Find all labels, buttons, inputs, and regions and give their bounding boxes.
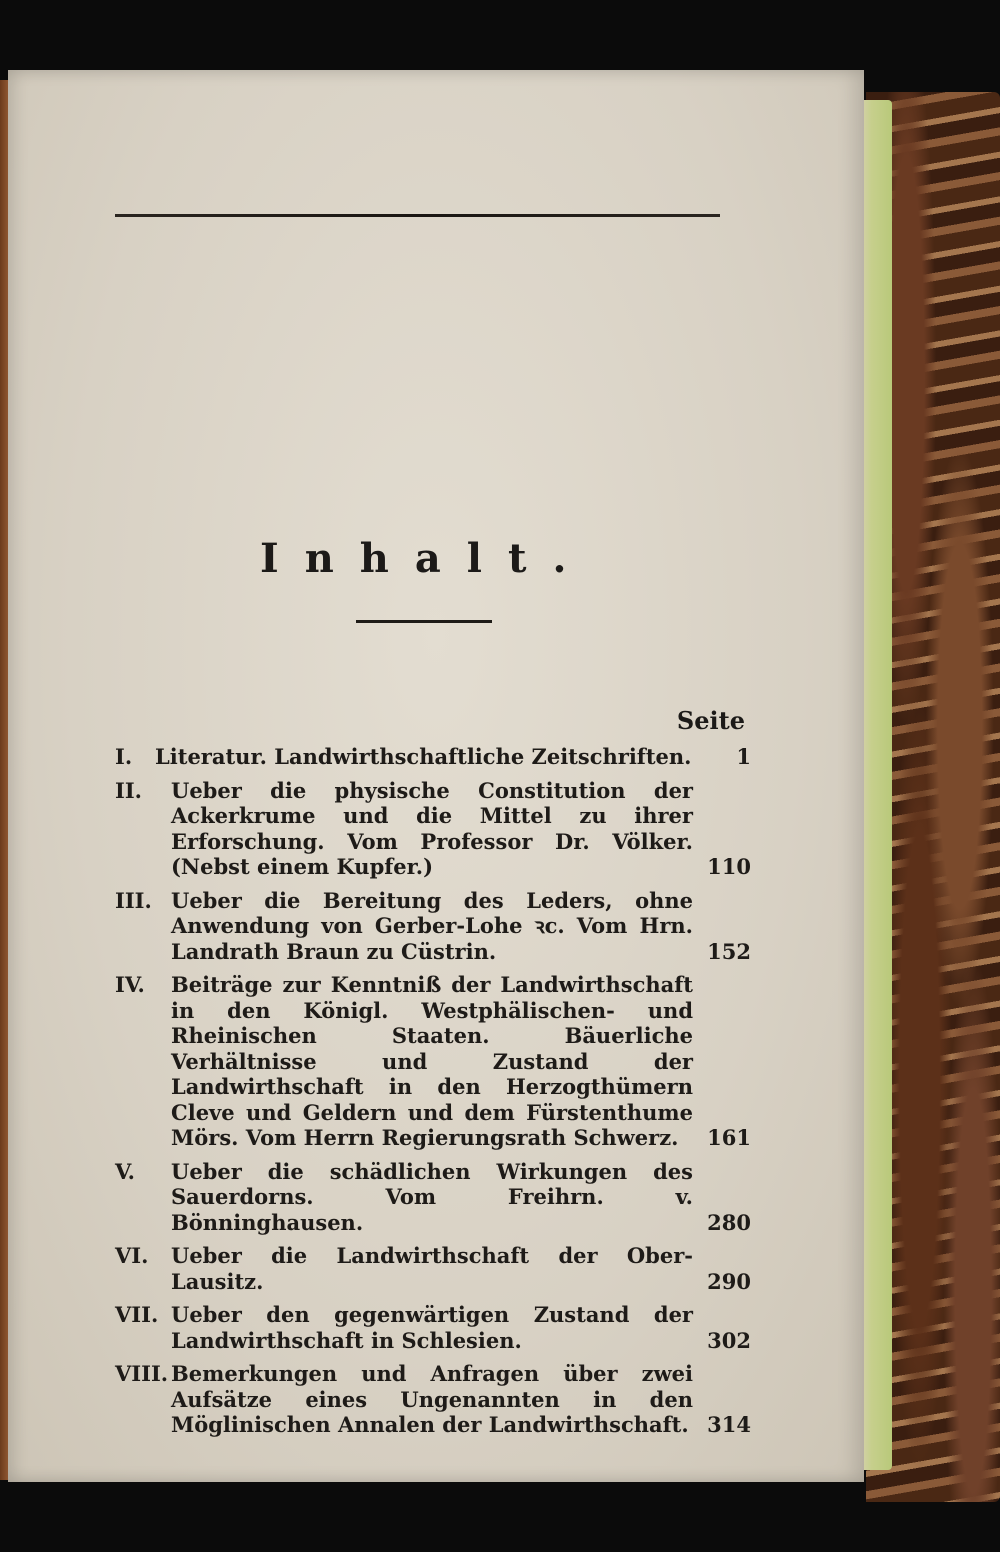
entry-text: Ueber den gegenwärtigen Zustand der Landwirthschaft in Schlesien. — [171, 1302, 693, 1353]
entry-text: Ueber die schädlichen Wirkungen des Sauerdorns. Vom Freihrn. v. Bönninghausen. — [171, 1158, 693, 1235]
entry-number: VIII. — [115, 1361, 169, 1386]
toc-entry — [115, 1302, 755, 1353]
entry-page: 152 — [707, 938, 751, 964]
entry-text: Literatur. Landwirthschaftliche Zeitschriften. — [155, 744, 692, 769]
table-of-contents — [115, 744, 755, 1446]
top-rule — [115, 214, 720, 217]
entry-page: 280 — [707, 1209, 751, 1235]
entry-number: III. — [115, 887, 152, 913]
toc-entry — [115, 778, 755, 880]
toc-entry — [115, 972, 755, 1151]
entry-text: Ueber die Bereitung des Leders, ohne Anwendung von Gerber-Lohe ꝛc. Vom Hrn. Landrath Braun zu Cüstrin. — [171, 887, 693, 964]
seite-label: Seite — [676, 706, 745, 735]
entry-number: VI. — [115, 1243, 149, 1268]
entry-page: 290 — [707, 1268, 751, 1294]
entry-text: Ueber die physische Constitution der Ackerkrume und die Mittel zu ihrer Erforschung. Vom Professor Dr. Völker. (Nebst einem Kupfer.) — [171, 777, 693, 879]
toc-entry — [115, 744, 755, 770]
entry-number: IV. — [115, 972, 145, 997]
toc-entry — [115, 1243, 755, 1294]
entry-number: VII. — [115, 1302, 159, 1327]
entry-page: 314 — [707, 1412, 751, 1437]
entry-page: 1 — [736, 744, 751, 769]
toc-entry — [115, 1159, 755, 1236]
entry-page: 161 — [707, 1125, 751, 1150]
entry-text: Beiträge zur Kenntniß der Landwirthschaft in den Königl. Westphälischen- und Rheinischen Staaten. Bäuerliche Verhältnisse und Zustand der Landwirthschaft in den Herzogthümern Cleve und Geldern und dem Fürstenthume Mörs. Vom Herrn Regierungsrath Schwerz. — [171, 972, 693, 1150]
entry-page: 110 — [707, 854, 751, 879]
entry-page: 302 — [707, 1327, 751, 1353]
entry-text: Ueber die Landwirthschaft der Ober-Lausitz. — [171, 1243, 693, 1294]
toc-entry — [115, 1361, 755, 1438]
title-rule — [356, 620, 492, 623]
toc-entry — [115, 888, 755, 965]
page-title: Inhalt. — [260, 535, 593, 582]
entry-number: I. — [115, 744, 133, 769]
entry-number: II. — [115, 777, 142, 803]
entry-text: Bemerkungen und Anfragen über zwei Aufsätze eines Ungenannten in den Möglinischen Annalen der Landwirthschaft. — [171, 1361, 693, 1437]
entry-number: V. — [115, 1158, 135, 1184]
